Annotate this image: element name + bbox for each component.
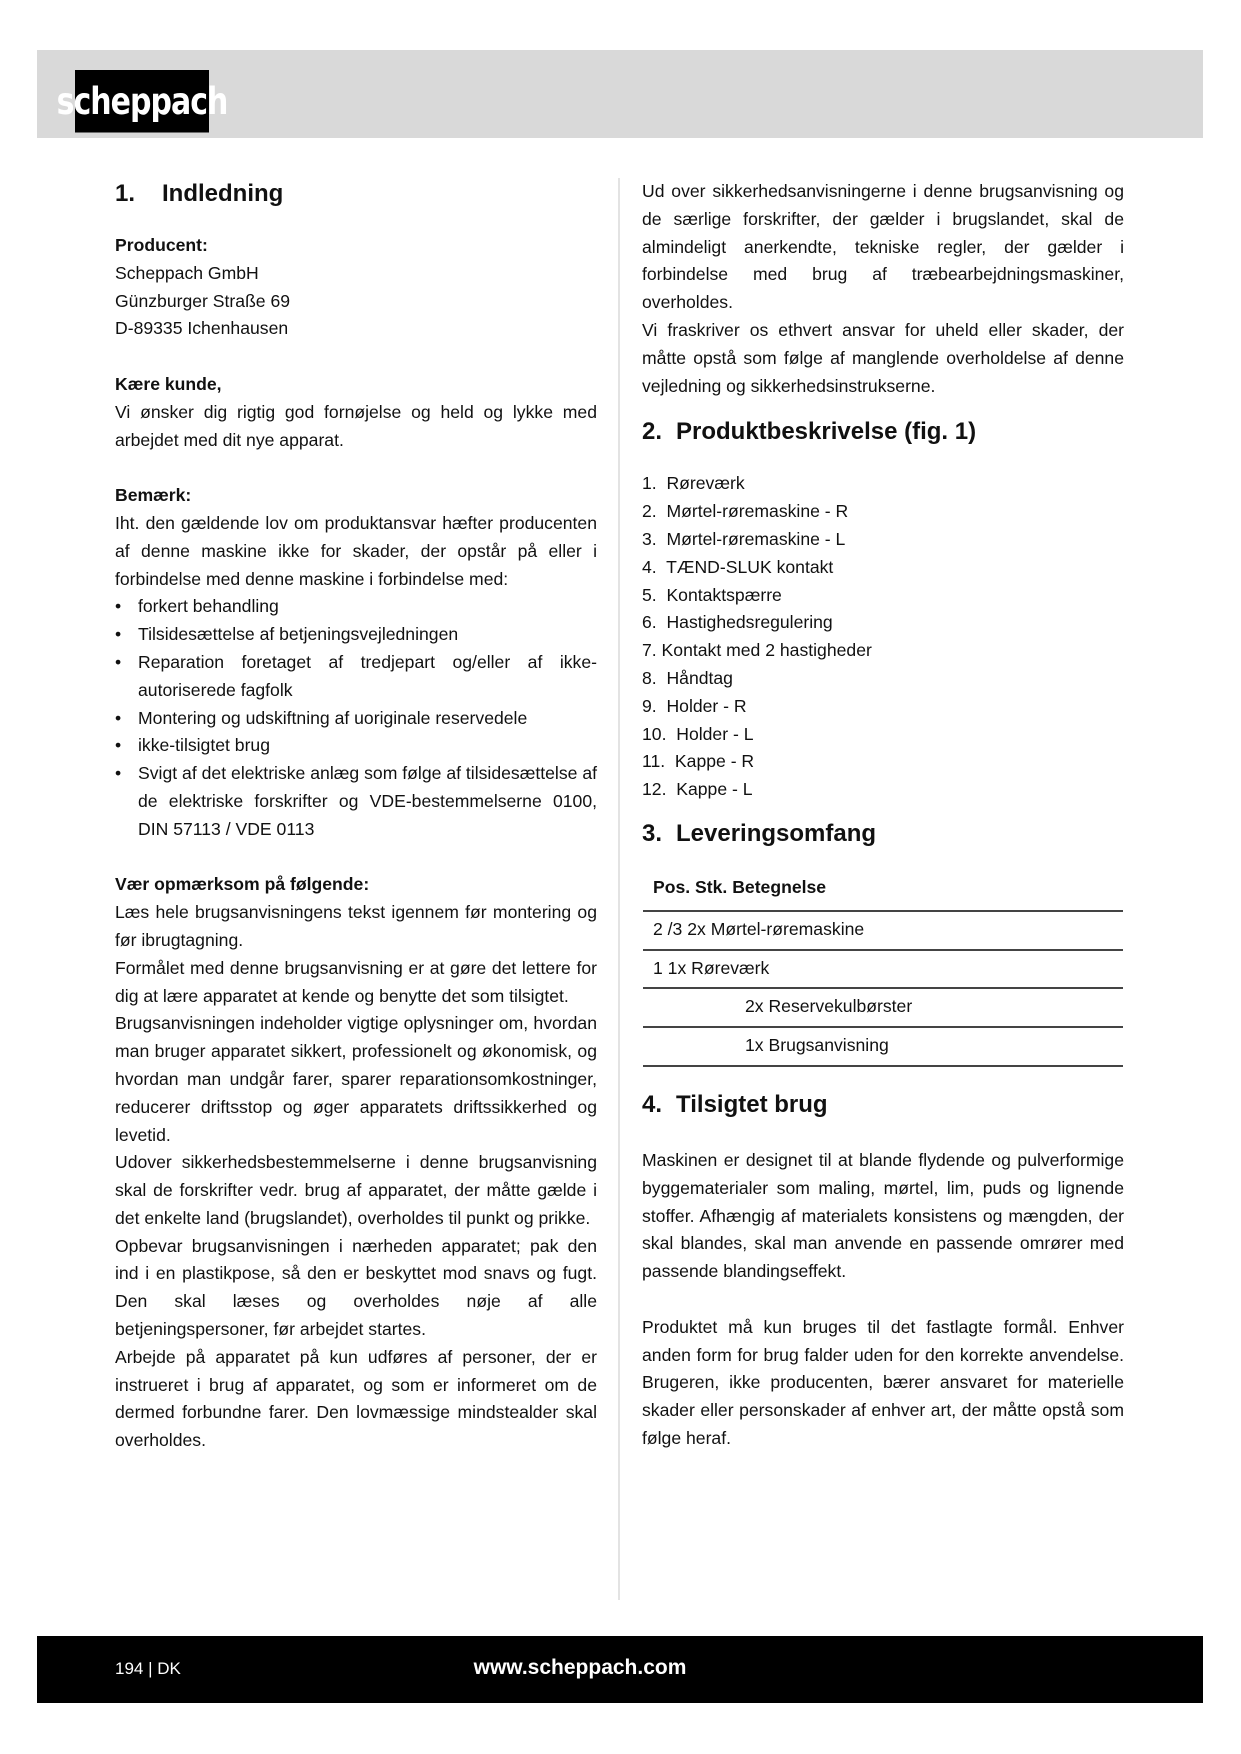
- table-row: 2 /3 2x Mørtel-røremaskine: [643, 911, 1123, 950]
- section-number: 2.: [642, 418, 663, 446]
- scheppach-logo: scheppach: [75, 70, 209, 133]
- list-item: • Montering og udskiftning af uoriginale reservedele: [115, 705, 597, 733]
- table-row: 1x Brugsanvisning: [643, 1027, 1123, 1066]
- greeting-text: Vi ønsker dig rigtig god fornøjelse og held og lykke med arbejdet med dit nye apparat.: [115, 401, 597, 450]
- list-item: • Reparation foretaget af tredjepart og/eller af ikke-autoriserede fagfolk: [115, 649, 597, 705]
- page-number: 194 | DK: [115, 1659, 181, 1678]
- right-column: [642, 178, 1124, 1453]
- list-item: 3. Mørtel-røremaskine - L: [642, 528, 846, 549]
- website-link[interactable]: www.scheppach.com: [473, 1656, 687, 1679]
- note-text: Iht. den gældende lov om produktansvar hæfter producenten af denne maskine ikke for skader, der opstår på eller i forbindelse med denne maskine i forbindelse med:: [115, 512, 597, 589]
- list-item: • Tilsidesættelse af betjeningsvejledningen: [115, 621, 597, 649]
- section-2-heading: [642, 416, 1124, 448]
- list-item: • ikke-tilsigtet brug: [115, 732, 597, 760]
- column-divider: [618, 178, 620, 1600]
- producer-line: D-89335 Ichenhausen: [115, 318, 289, 339]
- producer-label: Producent:: [115, 235, 208, 255]
- left-column: [115, 178, 597, 1455]
- list-item: • Svigt af det elektriske anlæg som følge af tilsidesættelse af de elektriske forskrifter og VDE-bestemmelserne 0100, DIN 57113 / VDE 0113: [115, 760, 597, 843]
- attention-paragraph: Formålet med denne brugsanvisning er at gøre det lettere for dig at lære apparatet at kende og benytte det som tilsigtet.: [115, 957, 597, 1006]
- attention-paragraph: Opbevar brugsanvisningen i nærheden apparatet; pak den ind i en plastikpose, så den er beskyttet mod snavs og fugt. Den skal læses og overholdes nøje af alle betjeningspersoner, før arbejdet startes.: [115, 1235, 597, 1340]
- section-number: 4.: [642, 1090, 663, 1118]
- page-footer: [37, 1636, 1203, 1703]
- list-item: • forkert behandling: [115, 593, 597, 621]
- list-item: 11. Kappe - R: [642, 751, 755, 772]
- section-1-heading: [115, 178, 597, 210]
- attention-paragraph: Arbejde på apparatet på kun udføres af personer, der er instrueret i brug af apparatet, og som er informeret om de dermed forbundne farer. Den lovmæssige mindstealder skal overholdes.: [115, 1346, 597, 1451]
- attention-paragraph: Brugsanvisningen indeholder vigtige oplysninger om, hvordan man bruger apparatet sikkert, professionelt og økonomisk, og hvordan man undgår farer, sparer reparationsomkostninger, reducerer driftsstop og øger apparatets driftssikkerhed og levetid.: [115, 1013, 597, 1145]
- section-4-heading: [642, 1089, 1124, 1121]
- list-item: 9. Holder - R: [642, 695, 747, 716]
- section-title: Produktbeskrivelse (fig. 1): [676, 418, 977, 446]
- producer-line: Scheppach GmbH: [115, 262, 259, 283]
- producer-line: Günzburger Straße 69: [115, 290, 291, 311]
- attention-paragraph: Læs hele brugsanvisningens tekst igennem før montering og før ibrugtagning.: [115, 902, 597, 950]
- section-title: Tilsigtet brug: [676, 1090, 828, 1118]
- list-item: 5. Kontaktspærre: [642, 584, 782, 605]
- parts-list: [642, 470, 1124, 804]
- use-paragraph: Maskinen er designet til at blande flydende og pulverformige byggematerialer som maling, mørtel, lim, puds og lignende stoffer. Afhængig af materialets konsistens og mængden, der skal blandes, skal man anvende en passende omrører med passende blandingseffekt.: [642, 1149, 1124, 1282]
- list-item: 8. Håndtag: [642, 667, 733, 688]
- table-header: Pos. Stk. Betegnelse: [643, 868, 1123, 911]
- section-number: 3.: [642, 819, 663, 847]
- intro-paragraph: Ud over sikkerhedsanvisningerne i denne brugsanvisning og de særlige forskrifter, der gælder i brugslandet, skal de almindeligt anerkendte, tekniske regler, der gælder i forbindelse med brug af træbearbejdningsmaskiner, overholdes.: [642, 181, 1124, 313]
- note-label: Bemærk:: [115, 485, 192, 506]
- list-item: 12. Kappe - L: [642, 779, 753, 800]
- list-item: 6. Hastighedsregulering: [642, 612, 833, 633]
- list-item: 2. Mørtel-røremaskine - R: [642, 501, 849, 522]
- section-title: Leveringsomfang: [676, 819, 877, 847]
- table-row: 2x Reservekulbørster: [643, 988, 1123, 1027]
- section-3-heading: [642, 818, 1124, 850]
- liability-list: [115, 593, 597, 843]
- list-item: 10. Holder - L: [642, 723, 754, 744]
- list-item: 4. TÆND-SLUK kontakt: [642, 556, 834, 577]
- section-title: Indledning: [162, 180, 284, 207]
- attention-label: Vær opmærksom på følgende:: [115, 874, 370, 895]
- list-item: 7. Kontakt med 2 hastigheder: [642, 640, 872, 661]
- list-item: 1. Røreværk: [642, 473, 745, 494]
- intro-paragraph: Vi fraskriver os ethvert ansvar for uheld eller skader, der måtte opstå som følge af manglende overholdelse af denne vejledning og sikkerhedsinstrukserne.: [642, 319, 1124, 396]
- use-paragraph: Produktet må kun bruges til det fastlagte formål. Enhver anden form for brug falder uden for den korrekte anvendelse. Brugeren, ikke producenten, bærer ansvaret for materielle skader eller personskader af enhver art, der måtte opstå som følge heraf.: [642, 1316, 1124, 1448]
- delivery-scope-table: [643, 868, 1123, 1067]
- attention-paragraph: Udover sikkerhedsbestemmelserne i denne brugsanvisning skal de forskrifter vedr. brug af apparatet, der måtte gælde i det enkelte land (brugslandet), overholdes til punkt og prikke.: [115, 1152, 597, 1228]
- section-number: 1.: [115, 180, 136, 207]
- table-row: 1 1x Røreværk: [643, 950, 1123, 989]
- greeting-label: Kære kunde,: [115, 373, 222, 394]
